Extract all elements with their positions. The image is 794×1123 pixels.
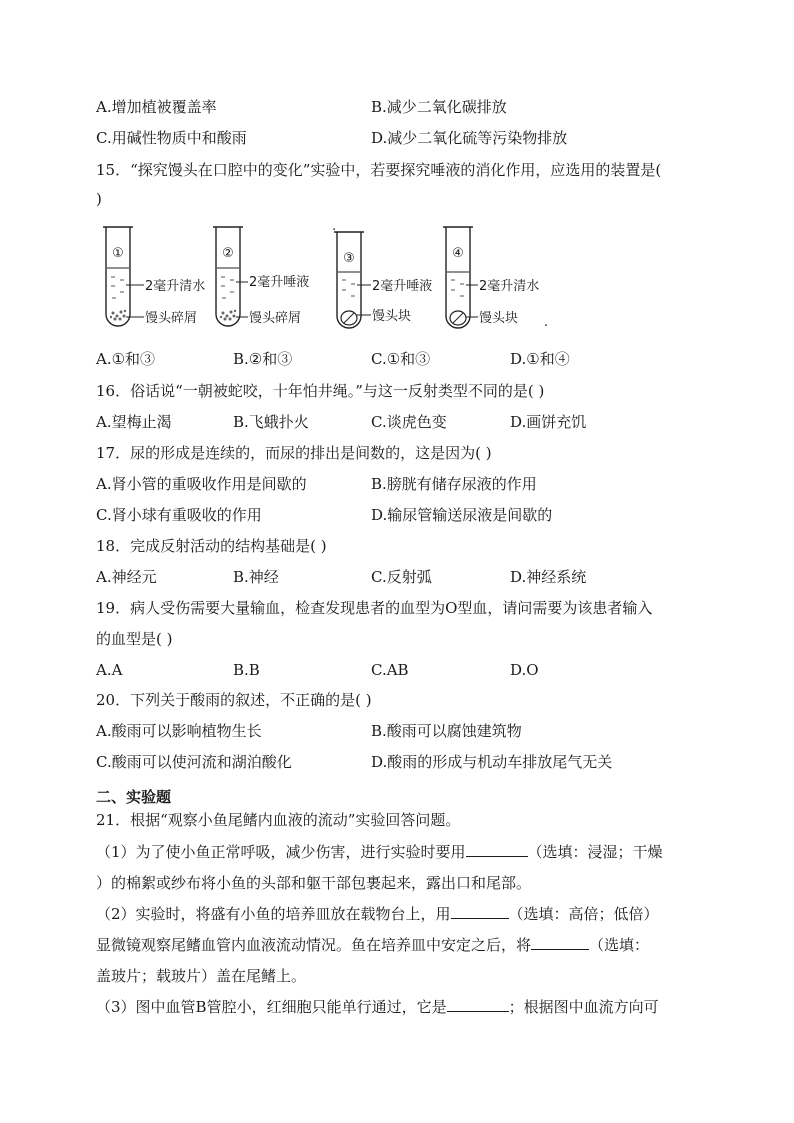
q21-part2-text-d: （选填： [589, 936, 650, 954]
tube-3-liquid-label: 2毫升唾液 [372, 279, 433, 294]
q14-option-a: A.增加植被覆盖率 [96, 98, 217, 116]
q19-option-a: A.A [96, 661, 123, 679]
q14-option-d: D.减少二氧化硫等污染物排放 [371, 129, 568, 147]
q14-option-c: C.用碱性物质中和酸雨 [96, 129, 247, 147]
tube-4-number: ④ [452, 246, 464, 261]
tube-1-solid-label: 馒头碎屑 [145, 311, 198, 326]
q18-option-b: B.神经 [233, 568, 279, 586]
q21-part1-line1 [96, 842, 663, 862]
tube-1-liquid-label: 2毫升清水 [145, 279, 206, 294]
q21-part3-line1 [96, 997, 659, 1017]
q15-stem-line2: ) [96, 190, 102, 208]
q21-part2-text-a: （2）实验时，将盛有小鱼的培养皿放在载物台上，用 [96, 905, 451, 923]
q19-option-b: B.B [233, 661, 260, 679]
svg-text:·: · [332, 223, 337, 238]
tube-1-number: ① [112, 246, 124, 261]
q20-options-row2 [96, 752, 613, 772]
q15-option-c: C.①和③ [371, 350, 431, 368]
q17-option-b: B.膀胱有储存尿液的作用 [371, 475, 537, 493]
q18-option-a: A.神经元 [96, 568, 157, 586]
tube-1 [103, 227, 205, 326]
q14-option-b: B.减少二氧化碳排放 [371, 98, 507, 116]
q17-options-row1 [96, 474, 537, 494]
tube-4 [443, 227, 548, 334]
q21-part1-text-a: （1）为了使小鱼正常呼吸，减少伤害，进行实验时要用 [96, 843, 466, 861]
q21-part2-text-c: 显微镜观察尾鳍血管内血液流动情况。鱼在培养皿中安定之后，将 [96, 936, 532, 954]
q15-option-b: B.②和③ [233, 350, 293, 368]
q15-stem-line1: 15．“探究馒头在口腔中的变化”实验中，若要探究唾液的消化作用，应选用的装置是( [96, 161, 662, 179]
q21-part1-text-b: （选填：浸湿；干燥 [527, 843, 663, 861]
q21-part2-text-b: （选填：高倍；低倍） [508, 905, 659, 923]
q17-options-row2 [96, 505, 553, 525]
q16-option-a: A.望梅止渴 [96, 413, 172, 431]
tube-3-solid-label: 馒头块 [372, 309, 412, 324]
test-tube-figure [96, 222, 566, 337]
q19-stem-line2: 的血型是( ) [96, 630, 173, 648]
tube-2-solid-label: 馒头碎屑 [249, 311, 302, 326]
q14-options-row2 [96, 128, 568, 148]
q21-part1-line2: ）的棉絮或纱布将小鱼的头部和躯干部包裹起来，露出口和尾部。 [96, 874, 532, 892]
q16-options [96, 412, 587, 432]
q21-part3-text-a: （3）图中血管B管腔小，红细胞只能单行通过，它是 [96, 998, 447, 1016]
q21-part3-text-b: ；根据图中血流方向可 [508, 998, 659, 1016]
q21-part2-line1 [96, 904, 659, 924]
tube-2 [213, 227, 309, 326]
q20-option-d: D.酸雨的形成与机动车排放尾气无关 [371, 753, 613, 771]
q21-blank-3[interactable] [531, 935, 589, 950]
tube-2-number: ② [222, 246, 234, 261]
q20-option-c: C.酸雨可以使河流和湖泊酸化 [96, 753, 292, 771]
q20-options-row1 [96, 721, 522, 741]
tube-4-solid-label: 馒头块 [479, 311, 519, 326]
q14-options-row1 [96, 97, 507, 117]
q21-part2-line2 [96, 935, 649, 955]
q19-option-c: C.AB [371, 661, 409, 679]
q20-option-a: A.酸雨可以影响植物生长 [96, 722, 262, 740]
q20-stem: 20．下列关于酸雨的叙述，不正确的是( ) [96, 691, 372, 709]
q21-stem: 21．根据“观察小鱼尾鳍内血液的流动”实验回答问题。 [96, 811, 461, 829]
q18-options [96, 567, 587, 587]
q15-options [96, 349, 570, 369]
q20-option-b: B.酸雨可以腐蚀建筑物 [371, 722, 522, 740]
q18-stem: 18．完成反射活动的结构基础是( ) [96, 537, 327, 555]
q18-option-c: C.反射弧 [371, 568, 432, 586]
q19-stem-line1: 19．病人受伤需要大量输血，检查发现患者的血型为O型血，请问需要为该患者输入 [96, 599, 653, 617]
q15-option-d: D.①和④ [510, 350, 570, 368]
q21-blank-1[interactable] [466, 842, 528, 857]
q17-option-d: D.输尿管输送尿液是间歇的 [371, 506, 553, 524]
q16-option-c: C.谈虎色变 [371, 413, 447, 431]
tube-3 [332, 223, 432, 328]
q18-option-d: D.神经系统 [510, 568, 587, 586]
q21-part2-line3: 盖玻片；载玻片）盖在尾鳍上。 [96, 967, 307, 985]
q19-option-d: D.O [510, 661, 539, 679]
q21-blank-4[interactable] [447, 997, 509, 1012]
tube-3-number: ③ [343, 251, 355, 266]
q21-blank-2[interactable] [451, 904, 509, 919]
q17-option-c: C.肾小球有重吸收的作用 [96, 506, 262, 524]
q17-stem: 17．尿的形成是连续的，而尿的排出是间数的，这是因为( ) [96, 444, 492, 462]
q19-options [96, 660, 539, 680]
q15-option-a: A.①和③ [96, 350, 156, 368]
section-title: 二、实验题 [96, 788, 172, 806]
q16-option-d: D.画饼充饥 [510, 413, 587, 431]
q17-option-a: A.肾小管的重吸收作用是间歇的 [96, 475, 307, 493]
q16-option-b: B.飞蛾扑火 [233, 413, 309, 431]
svg-text:·: · [544, 319, 549, 334]
tube-2-liquid-label: 2毫升唾液 [249, 275, 310, 290]
tube-4-liquid-label: 2毫升清水 [479, 279, 540, 294]
q16-stem: 16．俗话说“一朝被蛇咬，十年怕井绳。”与这一反射类型不同的是( ) [96, 382, 545, 400]
